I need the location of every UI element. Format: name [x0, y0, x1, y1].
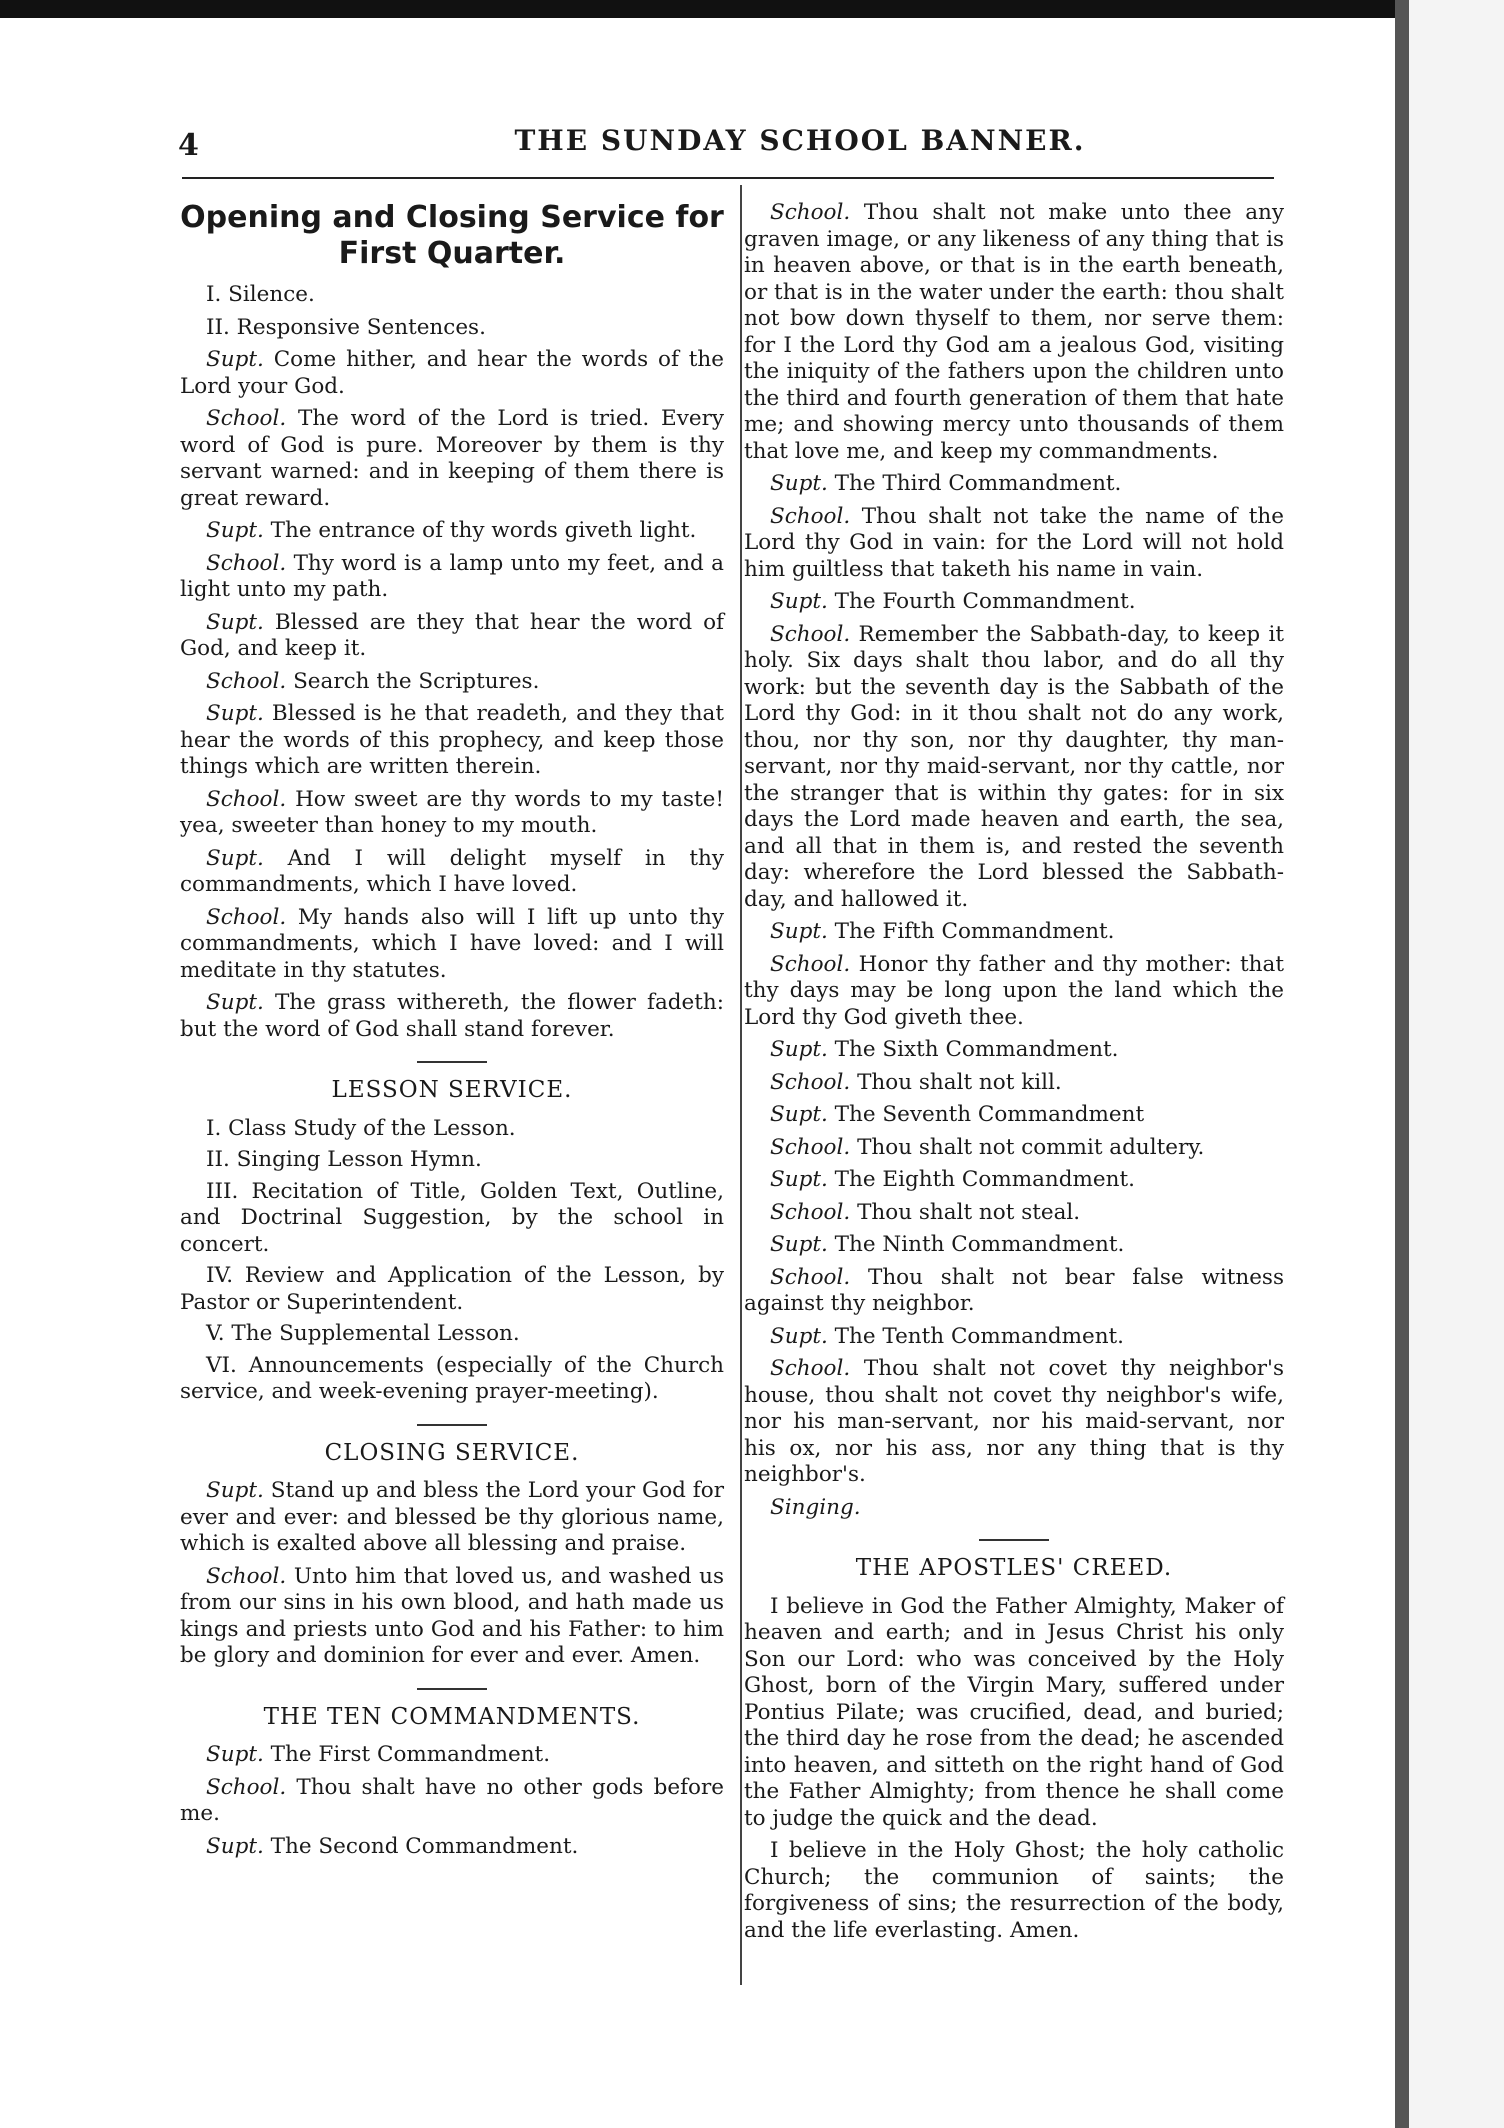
paragraph-text: The Seventh Commandment	[834, 1102, 1145, 1127]
paragraph	[744, 1135, 1284, 1162]
paragraph	[744, 1232, 1284, 1259]
paragraph-text: Thou shalt not take the name of the Lord thy God in vain: for the Lord will not hold him guiltless that taketh his name in vain.	[744, 503, 1284, 582]
paragraph-text: Search the Scriptures.	[293, 668, 540, 694]
paragraph	[180, 990, 724, 1043]
speaker: Supt.	[206, 701, 264, 726]
speaker: Supt.	[206, 1742, 264, 1767]
paragraph	[744, 952, 1284, 1032]
paragraph-text: The Sixth Commandment.	[834, 1037, 1119, 1062]
section-divider	[417, 1688, 487, 1690]
paragraph	[744, 200, 1284, 465]
paragraph-text: The Eighth Commandment.	[834, 1167, 1135, 1192]
commandments-continued	[744, 200, 1284, 1521]
paragraph: I believe in the Holy Ghost; the holy catholic Church; the communion of saints; the forgiveness of sins; the resurrection of the body, and the life everlasting. Amen.	[744, 1838, 1284, 1943]
paragraph-text: My hands also will I lift up unto thy commandments, which I have loved: and I will meditate in thy statutes.	[180, 904, 724, 983]
paragraph-text: II. Responsive Sentences.	[206, 314, 486, 340]
speaker: School.	[206, 786, 287, 812]
article-title: Opening and Closing Service for First Quarter.	[180, 200, 724, 271]
paragraph	[744, 1102, 1284, 1129]
paragraph	[180, 905, 724, 985]
paragraph	[744, 471, 1284, 498]
speaker: Supt.	[206, 347, 264, 372]
speaker: Supt.	[770, 471, 828, 496]
right-column	[744, 200, 1284, 1950]
paragraph-text: Honor thy father and thy mother: that thy days may be long upon the land which the Lord thy God giveth thee.	[744, 951, 1284, 1030]
speaker: School.	[770, 1199, 851, 1225]
lesson-section	[180, 1116, 724, 1406]
speaker: Supt.	[770, 1323, 828, 1349]
paragraph-text: The word of the Lord is tried. Every word of God is pure. Moreover by them is thy servant warned: and in keeping of them there is great reward.	[180, 406, 724, 511]
list-item: I. Class Study of the Lesson.	[206, 1115, 516, 1141]
paragraph	[744, 1037, 1284, 1064]
creed-section	[744, 1594, 1284, 1945]
speaker: Supt.	[206, 845, 264, 871]
paragraph-text: Blessed is he that readeth, and they that hear the words of this prophecy, and keep those things which are written therein.	[180, 701, 724, 779]
list-item: VI. Announcements (especially of the Church service, and week-evening prayer-meeting).	[180, 1352, 724, 1404]
paragraph-text: The Tenth Commandment.	[834, 1323, 1125, 1349]
paragraph	[180, 406, 724, 512]
paragraph	[180, 846, 724, 899]
list-item: IV. Review and Application of the Lesson, by Pastor or Superintendent.	[180, 1263, 724, 1315]
speaker: School.	[770, 1069, 851, 1095]
paragraph	[744, 622, 1284, 914]
paragraph	[744, 1356, 1284, 1489]
paragraph-text: Thy word is a lamp unto my feet, and a light unto my path.	[180, 550, 724, 602]
paragraph	[180, 1564, 724, 1670]
page-number: 4	[178, 128, 199, 163]
ten-commandments-heading: THE TEN COMMANDMENTS.	[263, 1703, 641, 1730]
paragraph-text: The Second Commandment.	[270, 1833, 579, 1859]
list-item: V. The Supplemental Lesson.	[206, 1321, 520, 1346]
paragraph	[744, 919, 1284, 946]
paragraph	[180, 1742, 724, 1769]
speaker: Supt.	[206, 1833, 264, 1859]
section-divider	[979, 1539, 1049, 1541]
list-item: II. Singing Lesson Hymn.	[206, 1147, 482, 1172]
speaker: School.	[206, 904, 287, 930]
paragraph-text: The Third Commandment.	[834, 471, 1122, 496]
paragraph	[180, 347, 724, 400]
speaker: Supt.	[770, 1037, 828, 1062]
paragraph	[180, 669, 724, 696]
list-item: III. Recitation of Title, Golden Text, Outline, and Doctrinal Suggestion, by the school in concert.	[180, 1178, 724, 1257]
speaker: Supt.	[770, 919, 828, 944]
paragraph-text: The Fifth Commandment.	[834, 919, 1115, 944]
paragraph	[744, 1200, 1284, 1227]
paragraph	[180, 1834, 724, 1861]
paragraph-text: I. Silence.	[206, 282, 315, 307]
paragraph-text: The grass withereth, the flower fadeth: but the word of God shall stand forever.	[180, 990, 724, 1042]
paragraph-text: Thou shalt have no other gods before me.	[180, 1774, 724, 1826]
paragraph-text: Thou shalt not kill.	[857, 1069, 1062, 1095]
lesson-service-heading: LESSON SERVICE.	[331, 1077, 573, 1103]
section-divider	[417, 1424, 487, 1426]
speaker: Supt.	[770, 1167, 828, 1192]
speaker: School.	[770, 621, 851, 647]
paragraph	[744, 1070, 1284, 1097]
paragraph	[744, 1324, 1284, 1351]
paragraph	[180, 315, 724, 342]
paragraph-text: How sweet are thy words to my taste! yea, sweeter than honey to my mouth.	[180, 786, 724, 838]
paragraph-text: Thou shalt not make unto thee any graven image, or any likeness of any thing that is in heaven above, or that is in the earth beneath, or that is in the water under the earth: thou shalt not bow down thyself to them, nor serve them: for I the Lord thy God am a jealous God, visiting the iniquity of the fathers upon the children unto the third and fourth generation of them that hate me; and showing mercy unto thousands of them that love me, and keep my commandments.	[744, 200, 1285, 464]
scan-top-bar	[0, 0, 1504, 18]
speaker: Supt.	[206, 990, 264, 1015]
paragraph	[180, 551, 724, 604]
paragraph	[180, 1775, 724, 1828]
paragraph	[744, 1265, 1284, 1318]
left-column	[180, 200, 724, 1866]
speaker: School.	[770, 503, 851, 529]
speaker: Supt.	[770, 1232, 828, 1257]
paragraph	[744, 1495, 1284, 1522]
speaker: Singing.	[770, 1494, 861, 1520]
paragraph	[180, 1478, 724, 1558]
paragraph	[180, 282, 724, 309]
speaker: School.	[770, 1356, 851, 1381]
paragraph-text: Thou shalt not commit adultery.	[857, 1134, 1205, 1160]
closing-service-heading: CLOSING SERVICE.	[324, 1439, 580, 1466]
paragraph	[744, 1167, 1284, 1194]
apostles-creed-heading: THE APOSTLES' CREED.	[855, 1555, 1173, 1581]
speaker: School.	[770, 1264, 851, 1290]
speaker: School.	[206, 1774, 287, 1800]
paragraph	[744, 589, 1284, 616]
speaker: Supt.	[770, 1102, 828, 1127]
column-divider	[740, 185, 742, 1985]
speaker: Supt.	[206, 1478, 264, 1503]
closing-section	[180, 1478, 724, 1670]
speaker: School.	[206, 406, 287, 431]
paragraph-text: Thou shalt not bear false witness against thy neighbor.	[744, 1264, 1285, 1316]
running-title: THE SUNDAY SCHOOL BANNER.	[514, 124, 1086, 157]
paragraph-text: Unto him that loved us, and washed us from our sins in his own blood, and hath made us kings and priests unto God and his Father: to him be glory and dominion for ever and ever. Amen.	[180, 1563, 724, 1668]
speaker: School.	[770, 951, 851, 977]
paragraph-text: The Ninth Commandment.	[834, 1232, 1125, 1257]
paragraph-text: Thou shalt not steal.	[857, 1199, 1081, 1225]
speaker: School.	[206, 1563, 287, 1589]
speaker: School.	[770, 200, 851, 225]
paragraph	[180, 518, 724, 545]
paragraph-text: Remember the Sabbath-day, to keep it holy. Six days shalt thou labor, and do all thy work: but the seventh day is the Sabbath of the Lord thy God: in it thou shalt not do any work, thou, nor thy son, nor thy daughter, thy man-servant, nor thy maid-servant, nor thy cattle, nor the stranger that is within thy gates: for in six days the Lord made heaven and earth, the sea, and all that in them is, and rested the seventh day: wherefore the Lord blessed the Sabbath-day, and hallowed it.	[744, 621, 1284, 912]
paragraph-text: Thou shalt not covet thy neighbor's house, thou shalt not covet thy neighbor's wife, nor his man-servant, nor his maid-servant, nor his ox, nor his ass, nor any thing that is thy neighbor's.	[744, 1356, 1284, 1487]
paragraph: I believe in God the Father Almighty, Maker of heaven and earth; and in Jesus Christ his only Son our Lord: who was conceived by the Holy Ghost, born of the Virgin Mary, suffered under Pontius Pilate; was crucified, dead, and buried; the third day he rose from the dead; he ascended into heaven, and sitteth on the right hand of God the Father Almighty; from thence he shall come to judge the quick and the dead.	[744, 1593, 1284, 1831]
scan-right-margin	[1395, 0, 1504, 2128]
speaker: Supt.	[206, 609, 264, 635]
paragraph	[180, 610, 724, 663]
speaker: School.	[206, 668, 287, 694]
paragraph-text: The entrance of thy words giveth light.	[270, 518, 697, 543]
speaker: Supt.	[770, 589, 828, 614]
paragraph	[180, 701, 724, 781]
paragraph-text: And I will delight myself in thy commandments, which I have loved.	[180, 845, 724, 897]
speaker: School.	[770, 1134, 851, 1160]
speaker: Supt.	[206, 518, 264, 543]
section-divider	[417, 1061, 487, 1063]
paragraph	[744, 504, 1284, 584]
paragraph-text: The First Commandment.	[270, 1742, 551, 1767]
commandments-section	[180, 1742, 724, 1860]
paragraph-text: Come hither, and hear the words of the Lord your God.	[180, 347, 724, 399]
speaker: School.	[206, 550, 287, 576]
paragraph-text: The Fourth Commandment.	[834, 589, 1136, 614]
header-rule	[182, 177, 1274, 179]
paragraph-text: Blessed are they that hear the word of God, and keep it.	[180, 609, 724, 661]
opening-section	[180, 282, 724, 1043]
paragraph	[180, 787, 724, 840]
paragraph-text: Stand up and bless the Lord your God for ever and ever: and blessed be thy glorious name, which is exalted above all blessing and praise.	[180, 1478, 724, 1556]
scan-right-edge	[1395, 0, 1409, 2128]
